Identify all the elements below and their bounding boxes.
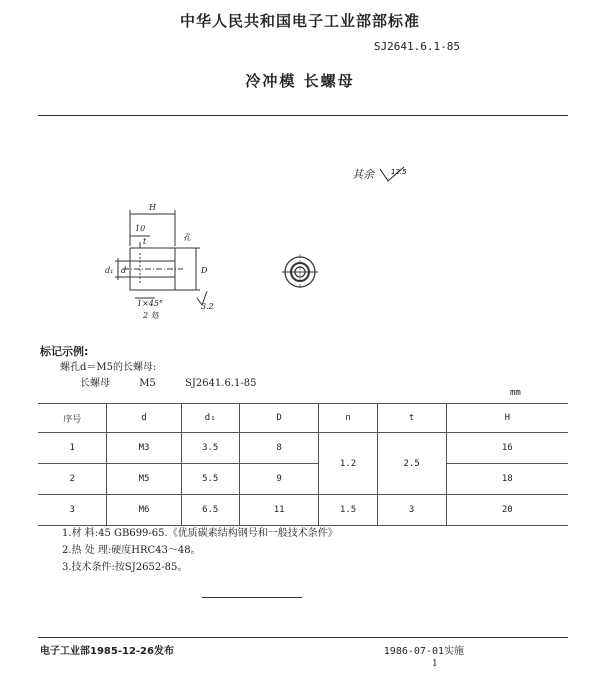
ends-note: 2 処 (143, 311, 159, 320)
standard-authority-header: 中华人民共和国电子工业部部标准 (179, 12, 420, 30)
header-D: D (239, 404, 319, 433)
standard-number: SJ2641.6.1-85 (373, 40, 460, 53)
marking-example-line2 (80, 374, 282, 389)
cell-H: 20 (446, 495, 568, 526)
cell-no: 1 (38, 433, 107, 464)
cell-H: 18 (446, 464, 568, 495)
cell-D: 8 (239, 433, 319, 464)
roughness-note (352, 165, 408, 185)
cell-d1: 6.5 (181, 495, 239, 526)
cell-t-shared: 2.5 (377, 433, 446, 495)
cell-d1: 3.5 (181, 433, 239, 464)
end-rule (202, 597, 302, 598)
marking-example-label: 标记示例: (40, 345, 89, 358)
unit-label: mm (510, 388, 521, 398)
header-d: d (107, 404, 181, 433)
bottom-rule (38, 637, 568, 638)
cell-d: M6 (107, 495, 181, 526)
dim-label-10: 10 (135, 224, 146, 233)
cell-no: 3 (38, 495, 107, 526)
issue-date: 电子工业部1985-12-26发布 (40, 646, 174, 657)
surface-mark: 3.2 (201, 302, 214, 311)
note-material: 1.材 料:45 GB699-65.《优质碳素结构钢号和一般技术条件》 (62, 528, 338, 539)
cell-H: 16 (446, 433, 568, 464)
marking-example-line1: 螺孔d＝M5的长螺母: (60, 362, 157, 373)
roughness-value: 12.5 (390, 168, 407, 176)
nut-side-view-drawing (95, 198, 225, 323)
note-heat-treatment: 2.热 处 理:硬度HRC43～48。 (62, 545, 201, 556)
table-row (38, 464, 568, 495)
dim-label-d: d (121, 266, 127, 275)
header-no: 序号 (38, 404, 107, 433)
roughness-note-text: 其余 (352, 168, 374, 181)
dim-label-D: D (201, 266, 208, 275)
table-header-row (38, 404, 568, 433)
nut-end-view-drawing (280, 252, 320, 292)
header-d1: d₁ (181, 404, 239, 433)
note-technical-conditions: 3.技术条件:按SJ2652-85。 (62, 562, 188, 573)
header-H: H (446, 404, 568, 433)
page-number: 1 (432, 659, 438, 669)
marking-example-part-size: M5 (139, 378, 156, 389)
cell-n-shared: 1.2 (319, 433, 377, 495)
chamfer-note: 1×45° (137, 299, 163, 308)
cell-t: 3 (377, 495, 446, 526)
cell-D: 9 (239, 464, 319, 495)
header-t: t (377, 404, 446, 433)
cell-no: 2 (38, 464, 107, 495)
table-row (38, 495, 568, 526)
cell-d1: 5.5 (181, 464, 239, 495)
technical-notes (62, 525, 338, 576)
cell-n: 1.5 (319, 495, 377, 526)
effective-date: 1986-07-01实施 (383, 646, 464, 657)
top-rule (38, 115, 568, 116)
dimension-table (38, 403, 568, 526)
dim-label-t: t (143, 237, 147, 246)
cell-d: M5 (107, 464, 181, 495)
marking-example-part-name: 长螺母 (80, 378, 110, 389)
document-title: 冷冲模 长螺母 (245, 72, 355, 90)
cell-D: 11 (239, 495, 319, 526)
roughness-symbol-icon (378, 165, 408, 185)
dim-label-H: H (149, 203, 156, 212)
thread-note: 孔 (183, 233, 191, 242)
header-n: n (319, 404, 377, 433)
marking-example-part-standard: SJ2641.6.1-85 (184, 378, 257, 389)
cell-d: M3 (107, 433, 181, 464)
table-row (38, 433, 568, 464)
dim-label-d1: d₁ (105, 266, 114, 275)
